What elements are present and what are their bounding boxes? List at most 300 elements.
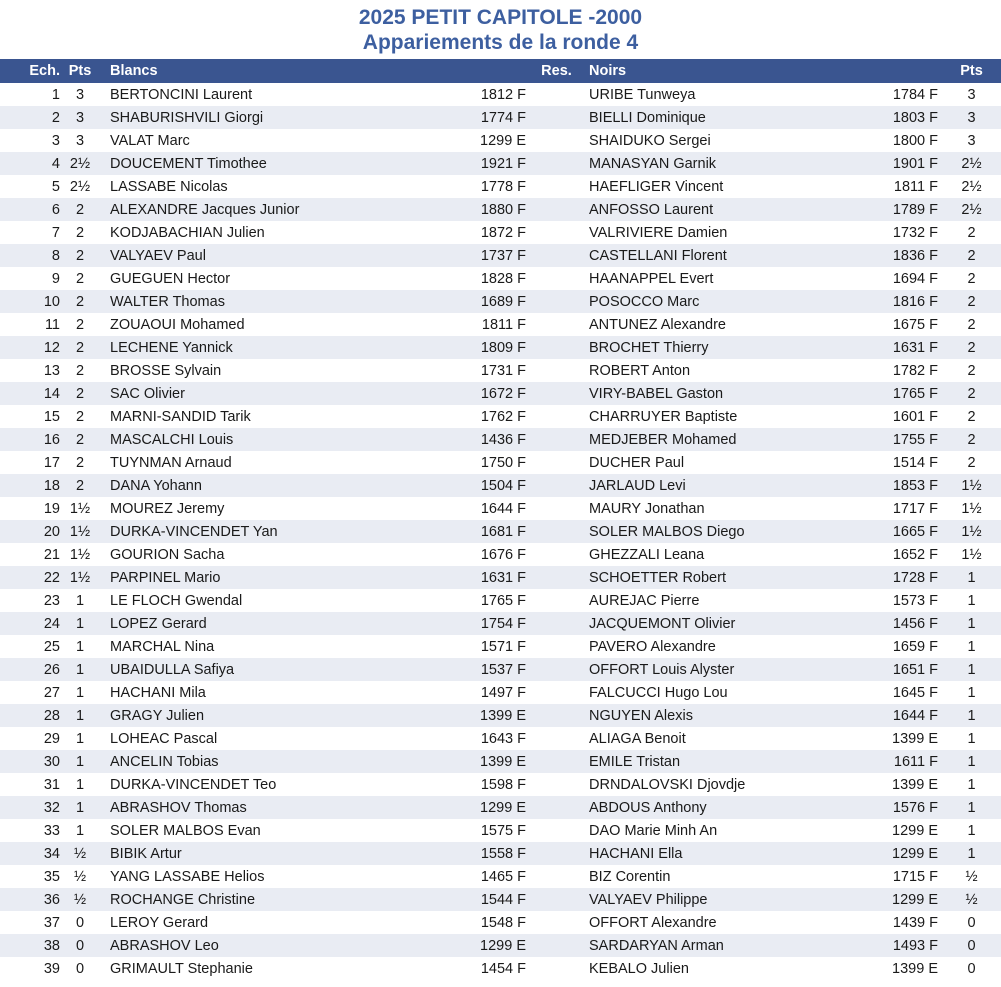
table-cell-result [530, 221, 583, 244]
table-cell-board: 3 [51, 132, 60, 149]
table-cell-board: 13 [43, 362, 60, 379]
table-cell-white-points: 3 [75, 109, 85, 126]
table-cell-result [530, 405, 583, 428]
table-cell-white-points: 2 [75, 316, 85, 333]
table-cell-white-points: 3 [75, 132, 85, 149]
table-cell-white-rating: 1504 F [480, 477, 526, 494]
table-row [0, 336, 1001, 359]
table-cell-white-points: 2 [75, 224, 85, 241]
table-row [0, 566, 1001, 589]
table-cell-result [530, 566, 583, 589]
table-cell-result [530, 290, 583, 313]
table-cell-white-points: 2 [75, 339, 85, 356]
table-row [0, 313, 1001, 336]
table-cell-white-points: 0 [75, 937, 85, 954]
table-cell-black-player: CASTELLANI Florent [589, 247, 727, 264]
table-cell-white-player: YANG LASSABE Helios [110, 868, 265, 885]
table-cell-white-player: PARPINEL Mario [110, 569, 221, 586]
table-cell-board: 16 [43, 431, 60, 448]
table-cell-board: 26 [43, 661, 60, 678]
page-title: 2025 PETIT CAPITOLE -2000 [358, 6, 643, 29]
table-cell-board: 18 [43, 477, 60, 494]
table-cell-board: 33 [43, 822, 60, 839]
table-cell-black-player: ROBERT Anton [589, 362, 691, 379]
table-row [0, 244, 1001, 267]
table-cell-black-rating: 1811 F [893, 178, 938, 195]
table-cell-result [530, 474, 583, 497]
table-cell-result [530, 175, 583, 198]
table-row [0, 727, 1001, 750]
table-cell-black-points: 2½ [961, 155, 982, 172]
table-cell-black-player: OFFORT Alexandre [589, 914, 717, 931]
table-cell-black-points: 2½ [961, 178, 982, 195]
table-cell-black-player: AUREJAC Pierre [589, 592, 700, 609]
table-cell-black-player: MEDJEBER Mohamed [589, 431, 737, 448]
table-cell-black-points: 1 [967, 592, 976, 609]
table-cell-black-rating: 1299 E [892, 822, 938, 839]
table-row [0, 819, 1001, 842]
table-cell-black-player: DUCHER Paul [589, 454, 685, 471]
table-row [0, 934, 1001, 957]
table-cell-white-rating: 1872 F [480, 224, 526, 241]
table-cell-black-player: BIZ Corentin [589, 868, 671, 885]
pairings-table [0, 59, 1001, 980]
table-cell-board: 27 [43, 684, 60, 701]
table-cell-white-rating: 1672 F [480, 385, 526, 402]
table-cell-white-points: 1½ [69, 546, 91, 563]
table-cell-white-rating: 1399 E [480, 753, 526, 770]
table-cell-black-player: VIRY-BABEL Gaston [589, 385, 724, 402]
table-cell-black-rating: 1901 F [892, 155, 938, 172]
table-cell-white-points: 1 [75, 638, 85, 655]
table-cell-white-rating: 1681 F [480, 523, 526, 540]
table-cell-white-points: 1 [75, 730, 85, 747]
table-cell-black-player: MAURY Jonathan [589, 500, 705, 517]
table-cell-result [530, 336, 583, 359]
table-cell-black-points: 2½ [961, 201, 982, 218]
table-cell-white-rating: 1436 F [480, 431, 526, 448]
table-cell-white-player: LE FLOCH Gwendal [110, 592, 243, 609]
table-cell-black-points: 2 [967, 431, 976, 448]
table-cell-white-points: 3 [75, 86, 85, 103]
table-cell-black-player: ANFOSSO Laurent [589, 201, 714, 218]
table-cell-white-player: LASSABE Nicolas [110, 178, 228, 195]
table-cell-result [530, 819, 583, 842]
table-cell-white-points: 2½ [69, 178, 91, 195]
table-cell-black-points: 1 [967, 707, 976, 724]
table-cell-black-rating: 1732 F [892, 224, 938, 241]
table-cell-white-points: 0 [75, 960, 85, 977]
table-cell-white-player: KODJABACHIAN Julien [110, 224, 265, 241]
table-cell-white-player: ANCELIN Tobias [110, 753, 219, 770]
table-row [0, 957, 1001, 980]
table-cell-white-player: DOUCEMENT Timothee [110, 155, 267, 172]
table-cell-black-points: 1 [967, 569, 976, 586]
table-cell-black-points: 2 [967, 293, 976, 310]
table-cell-result [530, 934, 583, 957]
table-cell-black-points: 1 [967, 730, 976, 747]
table-cell-white-rating: 1299 E [480, 132, 526, 149]
table-cell-black-rating: 1836 F [892, 247, 938, 264]
table-cell-board: 29 [43, 730, 60, 747]
table-cell-result [530, 704, 583, 727]
table-cell-black-rating: 1399 E [892, 776, 938, 793]
table-cell-white-points: 0 [75, 914, 85, 931]
table-cell-result [530, 198, 583, 221]
table-row [0, 681, 1001, 704]
table-row [0, 221, 1001, 244]
table-cell-white-points: 2 [75, 385, 85, 402]
table-cell-black-rating: 1573 F [892, 592, 938, 609]
table-cell-black-rating: 1694 F [892, 270, 938, 287]
table-cell-board: 11 [44, 316, 60, 333]
table-cell-black-rating: 1644 F [892, 707, 938, 724]
table-cell-board: 31 [43, 776, 60, 793]
table-cell-black-points: 3 [967, 132, 976, 149]
table-cell-black-rating: 1456 F [892, 615, 938, 632]
table-cell-black-rating: 1645 F [892, 684, 938, 701]
table-body [0, 83, 1001, 980]
table-row [0, 589, 1001, 612]
table-cell-result [530, 83, 583, 106]
table-row [0, 290, 1001, 313]
table-cell-black-rating: 1715 F [892, 868, 938, 885]
table-cell-result [530, 681, 583, 704]
table-cell-black-player: VALYAEV Philippe [589, 891, 708, 908]
column-header-black-points: Pts [960, 63, 983, 79]
table-cell-board: 39 [43, 960, 60, 977]
table-cell-board: 15 [43, 408, 60, 425]
table-cell-black-points: 1½ [961, 500, 982, 517]
table-cell-black-player: KEBALO Julien [589, 960, 689, 977]
table-cell-white-points: 2 [75, 201, 85, 218]
table-cell-white-points: 1 [75, 753, 85, 770]
table-cell-white-player: SOLER MALBOS Evan [110, 822, 261, 839]
table-cell-white-player: LOPEZ Gerard [110, 615, 207, 632]
table-cell-board: 20 [43, 523, 60, 540]
table-row [0, 175, 1001, 198]
table-cell-white-points: 1½ [69, 523, 91, 540]
table-cell-white-player: MASCALCHI Louis [110, 431, 234, 448]
table-cell-result [530, 359, 583, 382]
table-cell-board: 35 [43, 868, 60, 885]
table-cell-board: 23 [43, 592, 60, 609]
table-cell-result [530, 773, 583, 796]
table-cell-black-rating: 1399 E [892, 730, 938, 747]
table-cell-black-points: 1 [967, 638, 976, 655]
table-cell-white-points: 2 [75, 293, 85, 310]
table-cell-black-rating: 1576 F [892, 799, 938, 816]
table-cell-white-rating: 1558 F [480, 845, 526, 862]
table-cell-white-points: 2 [75, 431, 85, 448]
table-cell-result [530, 911, 583, 934]
table-cell-black-rating: 1399 E [892, 960, 938, 977]
table-cell-black-points: 2 [967, 339, 976, 356]
table-cell-white-rating: 1778 F [480, 178, 526, 195]
table-row [0, 382, 1001, 405]
table-cell-white-rating: 1676 F [480, 546, 526, 563]
table-cell-black-rating: 1601 F [892, 408, 938, 425]
table-cell-black-player: BROCHET Thierry [589, 339, 709, 356]
table-cell-black-rating: 1728 F [892, 569, 938, 586]
table-cell-black-rating: 1665 F [892, 523, 938, 540]
table-cell-white-rating: 1497 F [480, 684, 526, 701]
table-cell-white-rating: 1299 E [480, 937, 526, 954]
table-cell-white-points: 2 [75, 270, 85, 287]
table-row [0, 750, 1001, 773]
table-cell-black-rating: 1717 F [892, 500, 938, 517]
page-subtitle: Appariements de la ronde 4 [362, 31, 639, 54]
table-cell-white-player: BIBIK Artur [110, 845, 182, 862]
table-cell-board: 36 [43, 891, 60, 908]
table-cell-white-points: 1 [75, 707, 85, 724]
table-cell-result [530, 658, 583, 681]
table-cell-white-rating: 1754 F [480, 615, 526, 632]
table-cell-result [530, 750, 583, 773]
table-cell-white-player: MARNI-SANDID Tarik [110, 408, 251, 425]
table-cell-white-points: 2½ [69, 155, 91, 172]
table-cell-result [530, 842, 583, 865]
table-cell-black-points: 1 [967, 822, 976, 839]
table-cell-black-player: SOLER MALBOS Diego [589, 523, 745, 540]
table-cell-white-player: ZOUAOUI Mohamed [110, 316, 245, 333]
table-cell-black-points: 2 [967, 385, 976, 402]
table-row [0, 911, 1001, 934]
table-cell-white-points: 1 [75, 661, 85, 678]
table-cell-white-player: BERTONCINI Laurent [110, 86, 253, 103]
table-cell-black-rating: 1789 F [892, 201, 938, 218]
table-cell-white-points: 2 [75, 477, 85, 494]
column-header-black: Noirs [589, 63, 627, 79]
table-cell-black-points: 2 [967, 362, 976, 379]
table-cell-board: 17 [43, 454, 60, 471]
table-cell-result [530, 543, 583, 566]
table-row [0, 796, 1001, 819]
table-cell-black-points: 2 [967, 454, 976, 471]
table-row [0, 635, 1001, 658]
table-row [0, 474, 1001, 497]
table-row [0, 543, 1001, 566]
table-cell-result [530, 244, 583, 267]
table-cell-white-points: 1 [75, 592, 85, 609]
table-cell-black-player: POSOCCO Marc [589, 293, 700, 310]
table-cell-white-points: 2 [75, 408, 85, 425]
table-cell-white-rating: 1731 F [480, 362, 526, 379]
table-cell-board: 4 [51, 155, 60, 172]
table-row [0, 612, 1001, 635]
table-row [0, 520, 1001, 543]
table-cell-black-points: 1 [967, 753, 976, 770]
column-header-result: Res. [541, 63, 572, 79]
table-cell-white-rating: 1809 F [480, 339, 526, 356]
table-cell-black-points: 1 [967, 845, 976, 862]
table-cell-white-player: VALAT Marc [110, 132, 190, 149]
table-cell-white-player: GRIMAULT Stephanie [110, 960, 253, 977]
table-cell-black-player: FALCUCCI Hugo Lou [589, 684, 728, 701]
table-cell-white-player: WALTER Thomas [110, 293, 225, 310]
table-row [0, 83, 1001, 106]
table-cell-white-player: LOHEAC Pascal [110, 730, 218, 747]
table-cell-black-rating: 1651 F [892, 661, 938, 678]
table-cell-black-points: 1 [967, 799, 976, 816]
table-cell-black-points: 2 [967, 247, 976, 264]
table-cell-white-rating: 1399 E [480, 707, 526, 724]
table-cell-black-player: EMILE Tristan [589, 753, 681, 770]
table-cell-board: 24 [43, 615, 60, 632]
table-row [0, 405, 1001, 428]
table-cell-black-rating: 1514 F [892, 454, 938, 471]
table-cell-board: 8 [51, 247, 60, 264]
table-cell-black-player: DAO Marie Minh An [589, 822, 718, 839]
table-cell-black-points: 2 [967, 408, 976, 425]
table-row [0, 865, 1001, 888]
table-cell-black-player: MANASYAN Garnik [589, 155, 717, 172]
table-cell-board: 14 [43, 385, 60, 402]
table-cell-white-player: MOUREZ Jeremy [110, 500, 225, 517]
table-cell-white-points: ½ [73, 891, 87, 908]
table-cell-white-points: ½ [73, 845, 87, 862]
table-cell-black-player: CHARRUYER Baptiste [589, 408, 738, 425]
table-cell-black-player: VALRIVIERE Damien [589, 224, 728, 241]
table-cell-white-rating: 1774 F [480, 109, 526, 126]
column-header-black-elo-spacer [882, 59, 942, 83]
table-cell-white-player: SAC Olivier [110, 385, 185, 402]
table-cell-black-player: BIELLI Dominique [589, 109, 706, 126]
table-cell-white-points: ½ [73, 868, 87, 885]
table-cell-board: 19 [43, 500, 60, 517]
table-cell-white-player: GOURION Sacha [110, 546, 225, 563]
table-cell-black-points: 2 [967, 270, 976, 287]
table-cell-black-player: GHEZZALI Leana [589, 546, 705, 563]
table-cell-white-rating: 1812 F [480, 86, 526, 103]
table-row [0, 152, 1001, 175]
table-cell-black-points: 0 [967, 937, 976, 954]
table-cell-white-rating: 1811 F [481, 316, 526, 333]
table-cell-result [530, 589, 583, 612]
table-cell-black-player: DRNDALOVSKI Djovdje [589, 776, 746, 793]
table-cell-result [530, 267, 583, 290]
table-cell-result [530, 612, 583, 635]
table-cell-black-rating: 1675 F [892, 316, 938, 333]
table-row [0, 359, 1001, 382]
table-cell-black-rating: 1659 F [892, 638, 938, 655]
table-cell-result [530, 152, 583, 175]
table-row [0, 497, 1001, 520]
table-cell-black-rating: 1803 F [892, 109, 938, 126]
table-row [0, 428, 1001, 451]
table-cell-black-rating: 1493 F [892, 937, 938, 954]
table-cell-black-rating: 1439 F [892, 914, 938, 931]
table-cell-black-player: HAEFLIGER Vincent [589, 178, 724, 195]
table-row [0, 106, 1001, 129]
table-cell-white-player: LECHENE Yannick [110, 339, 233, 356]
table-cell-black-points: 1 [967, 776, 976, 793]
table-cell-black-points: 1½ [961, 523, 982, 540]
table-cell-white-points: 1 [75, 684, 85, 701]
table-cell-white-points: 1½ [69, 500, 91, 517]
table-cell-black-player: ABDOUS Anthony [589, 799, 707, 816]
table-cell-white-rating: 1454 F [480, 960, 526, 977]
table-cell-white-player: GRAGY Julien [110, 707, 205, 724]
table-cell-result [530, 520, 583, 543]
table-cell-black-rating: 1816 F [892, 293, 938, 310]
table-cell-white-points: 1½ [69, 569, 91, 586]
table-row [0, 451, 1001, 474]
table-cell-black-points: 3 [967, 109, 976, 126]
table-cell-black-player: JACQUEMONT Olivier [589, 615, 736, 632]
table-cell-white-points: 2 [75, 362, 85, 379]
table-cell-white-rating: 1465 F [480, 868, 526, 885]
table-cell-result [530, 129, 583, 152]
table-cell-white-player: VALYAEV Paul [110, 247, 206, 264]
column-header-white-elo-spacer [390, 59, 530, 83]
table-cell-black-points: ½ [965, 891, 978, 908]
table-cell-white-player: MARCHAL Nina [110, 638, 215, 655]
table-cell-black-rating: 1611 F [893, 753, 938, 770]
table-cell-black-points: 2 [967, 316, 976, 333]
table-cell-result [530, 106, 583, 129]
table-cell-black-player: SCHOETTER Robert [589, 569, 726, 586]
table-cell-white-points: 2 [75, 454, 85, 471]
table-row [0, 704, 1001, 727]
column-header-white: Blancs [110, 63, 158, 79]
table-cell-board: 7 [51, 224, 60, 241]
table-cell-white-points: 2 [75, 247, 85, 264]
table-row [0, 129, 1001, 152]
table-cell-white-rating: 1737 F [480, 247, 526, 264]
table-cell-black-player: OFFORT Louis Alyster [589, 661, 735, 678]
table-cell-white-rating: 1544 F [480, 891, 526, 908]
table-cell-board: 38 [43, 937, 60, 954]
page-header [0, 0, 1001, 59]
table-cell-black-rating: 1800 F [892, 132, 938, 149]
table-cell-white-rating: 1299 E [480, 799, 526, 816]
table-cell-white-player: ROCHANGE Christine [110, 891, 256, 908]
table-cell-result [530, 957, 583, 980]
column-header-board: Ech. [29, 63, 60, 79]
table-cell-black-player: JARLAUD Levi [589, 477, 686, 494]
table-cell-result [530, 428, 583, 451]
table-cell-board: 32 [43, 799, 60, 816]
table-cell-white-rating: 1571 F [480, 638, 526, 655]
table-cell-white-player: DURKA-VINCENDET Teo [110, 776, 277, 793]
table-cell-black-player: SHAIDUKO Sergei [589, 132, 711, 149]
table-cell-black-points: ½ [965, 868, 978, 885]
table-cell-result [530, 313, 583, 336]
table-cell-result [530, 451, 583, 474]
table-cell-black-player: PAVERO Alexandre [589, 638, 716, 655]
table-cell-white-rating: 1921 F [480, 155, 526, 172]
table-cell-black-player: ANTUNEZ Alexandre [589, 316, 726, 333]
table-cell-white-player: DURKA-VINCENDET Yan [110, 523, 278, 540]
table-cell-board: 5 [51, 178, 60, 195]
table-cell-black-points: 1½ [961, 546, 982, 563]
table-cell-white-player: GUEGUEN Hector [110, 270, 231, 287]
table-row [0, 888, 1001, 911]
table-cell-board: 12 [43, 339, 60, 356]
table-cell-white-rating: 1828 F [480, 270, 526, 287]
table-cell-black-rating: 1784 F [892, 86, 938, 103]
table-cell-white-player: UBAIDULLA Safiya [110, 661, 235, 678]
table-cell-white-rating: 1689 F [480, 293, 526, 310]
table-cell-white-rating: 1548 F [480, 914, 526, 931]
table-cell-board: 21 [43, 546, 60, 563]
table-cell-result [530, 497, 583, 520]
table-cell-board: 28 [43, 707, 60, 724]
table-cell-black-points: 1 [967, 684, 976, 701]
table-cell-black-rating: 1765 F [892, 385, 938, 402]
table-cell-white-player: HACHANI Mila [110, 684, 206, 701]
